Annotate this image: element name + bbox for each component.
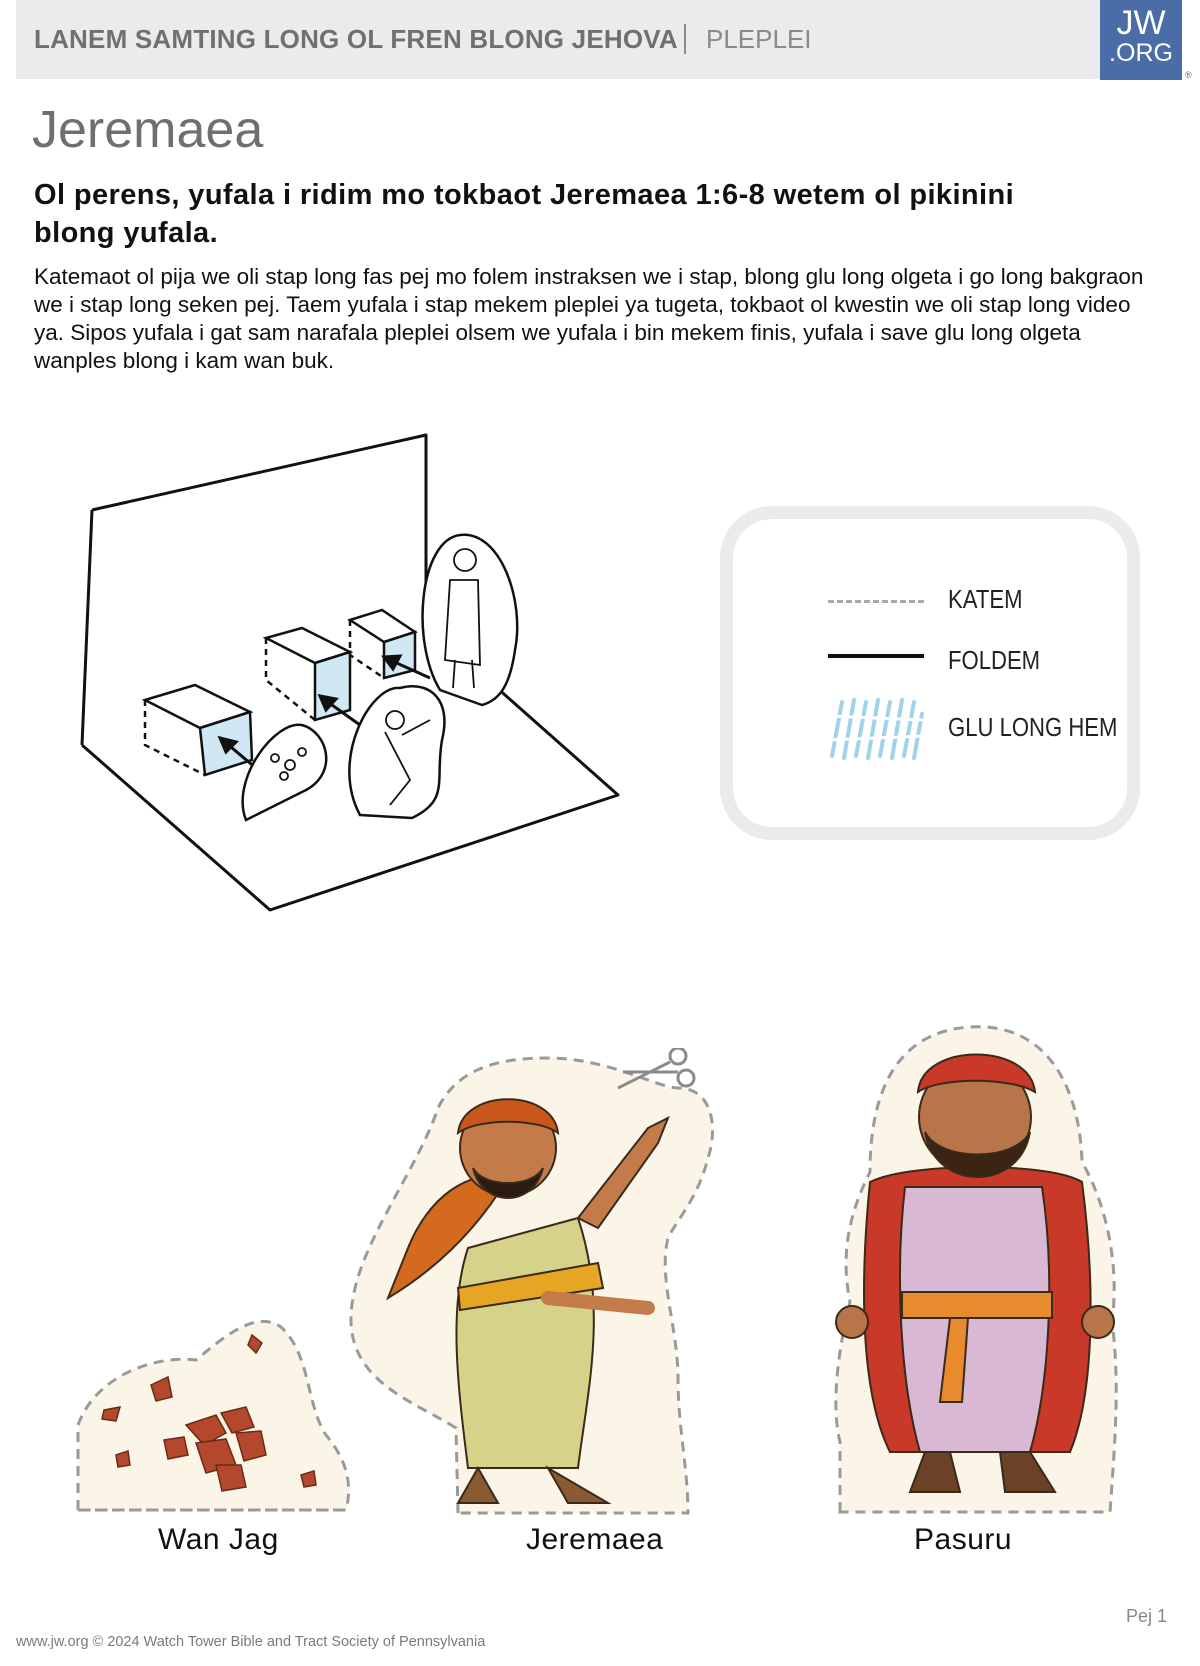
activity-type: PLEPLEI — [706, 24, 812, 54]
copyright-footer[interactable]: www.jw.org © 2024 Watch Tower Bible and Tract Society of Pennsylvania — [16, 1634, 486, 1650]
jeremaea-cutout — [348, 1048, 728, 1518]
legend-cut-label: KATEM — [948, 584, 1023, 614]
intro-paragraph: Katemaot ol pija we oli stap long fas pej mo folem instraksen we i stap, blong glu long olgeta i go long bakgraon we i stap long seken pej. Taem yufala i stap mekem pleplei ya tugeta, tokbaot ol kwestin we oli stap long video ya. Sipos yufala i gat sam narafala pleplei olsem we yufala i bin mekem finis, yufala i save glu long olgeta wanples blong i kam wan buk. — [34, 264, 1144, 373]
diagram-pasuru-piece — [423, 535, 518, 705]
dashed-line-icon — [828, 600, 924, 603]
logo-text-org: .ORG — [1109, 39, 1173, 67]
glue-pattern-icon — [828, 696, 924, 762]
pasuru-cutout — [830, 1022, 1130, 1518]
parents-instruction: Ol perens, yufala i ridim mo tokbaot Jeremaea 1:6-8 wetem ol pikinini blong yufala. — [34, 179, 1015, 249]
logo-text-jw: JW — [1116, 4, 1166, 42]
page-number: Pej 1 — [1126, 1606, 1168, 1626]
assembly-diagram — [70, 420, 630, 930]
diagram-jeremaea-piece — [349, 686, 444, 818]
registered-mark: ® — [1185, 70, 1192, 80]
cutout-label-pasuru: Pasuru — [914, 1523, 1013, 1556]
legend-glue-label: GLU LONG HEM — [948, 712, 1118, 742]
jw-org-logo[interactable] — [1100, 0, 1182, 80]
cutout-label-jeremaea: Jeremaea — [526, 1523, 664, 1556]
legend-fold-label: FOLDEM — [948, 645, 1041, 675]
cutout-label-jar: Wan Jag — [158, 1523, 279, 1556]
legend-box — [720, 506, 1140, 840]
header-divider — [684, 24, 686, 54]
page-title: Jeremaea — [32, 101, 264, 159]
diagram-backboard — [92, 435, 426, 625]
solid-line-icon — [828, 654, 924, 658]
series-title: LANEM SAMTING LONG OL FREN BLONG JEHOVA — [34, 24, 678, 54]
jar-pieces-cutout — [76, 1315, 356, 1515]
